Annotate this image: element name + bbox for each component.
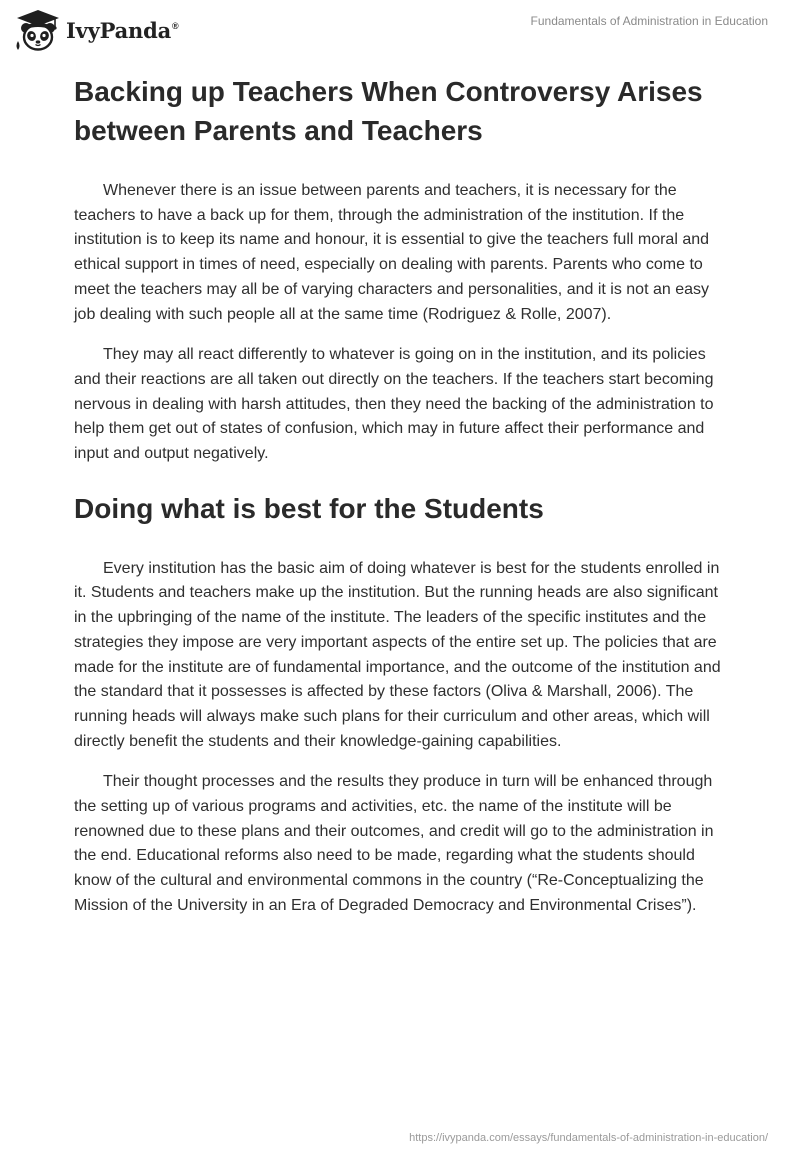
panda-graduate-icon	[14, 8, 62, 52]
paragraph: Whenever there is an issue between parents and teachers, it is necessary for the teachers to have a back up for them, through the administration of the institution. If the institution is to keep its name and honour, it is essential to give the teachers full moral and ethical support in times of need, especially on dealing with parents. Parents who come to meet the teachers may all be of varying characters and personalities, and it is not an easy job dealing with such people all at the same time (Rodriguez & Rolle, 2007).	[74, 182, 710, 323]
essay-content	[74, 72, 726, 935]
source-url[interactable]: https://ivypanda.com/essays/fundamentals-of-administration-in-education/	[409, 1132, 768, 1144]
section-heading: Doing what is best for the Students	[74, 492, 544, 524]
logo-wordmark	[66, 18, 178, 43]
registered-mark: ®	[172, 20, 179, 31]
section-best-for-students	[74, 489, 726, 919]
paragraph: They may all react differently to whatever is going on in the institution, and its policies and their reactions are all taken out directly on the teachers. If the teachers start becoming nervous in dealing with harsh attitudes, then they need the backing of the administration to help them get out of states of confusion, which may in future affect their performance and input and output negatively.	[74, 346, 714, 463]
document-title: Fundamentals of Administration in Education	[530, 14, 768, 28]
ivypanda-logo[interactable]	[14, 8, 178, 52]
section-heading: Backing up Teachers When Controversy Arises between Parents and Teachers	[74, 76, 703, 146]
paragraph: Their thought processes and the results they produce in turn will be enhanced through the setting up of various programs and activities, etc. the name of the institute will be renowned due to these plans and their outcomes, and credit will go to the administration in the end. Educational reforms also need to be made, regarding what the students should know of the cultural and environmental commons in the country (“Re-Conceptualizing the Mission of the University in an Era of Degraded Democracy and Environmental Crises”).	[74, 773, 714, 914]
section-backing-teachers	[74, 72, 726, 467]
paragraph: Every institution has the basic aim of doing whatever is best for the students enrolled in it. Students and teachers make up the institution. But the running heads are also significant in the upbringing of the name of the institute. The leaders of the specific institutes and the strategies they impose are very important aspects of the entire set up. The policies that are made for the institute are of fundamental importance, and the outcome of the institution and the standard that it possesses is affected by these factors (Oliva & Marshall, 2006). The running heads will always make such plans for their curriculum and other areas, which will directly benefit the students and their knowledge-gaining capabilities.	[74, 559, 721, 750]
page-header	[0, 0, 800, 60]
logo-text: IvyPanda	[66, 17, 172, 43]
